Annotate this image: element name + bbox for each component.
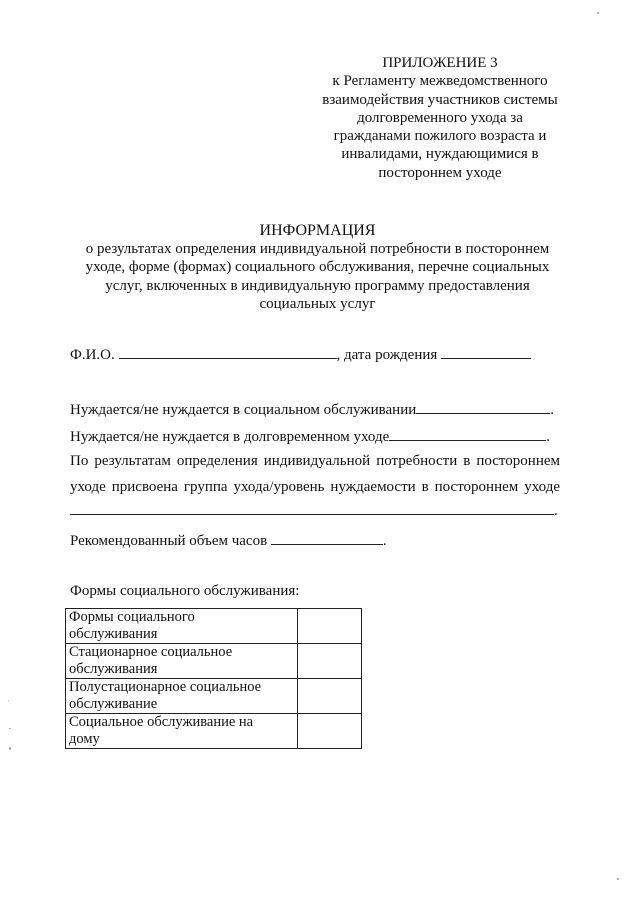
hours-label: Рекомендованный объем часов bbox=[70, 533, 268, 549]
longterm-care-need-field[interactable] bbox=[389, 427, 546, 441]
care-group-row bbox=[70, 501, 558, 520]
birth-date-field[interactable] bbox=[441, 345, 531, 359]
social-service-need-field[interactable] bbox=[416, 400, 550, 414]
annex-line: взаимодействия участников системы bbox=[322, 91, 558, 108]
fio-field[interactable] bbox=[119, 345, 337, 359]
result-text-line: По результатам определения индивидуальной потребности в постороннем bbox=[70, 453, 560, 469]
forms-heading: Формы социального обслуживания: bbox=[70, 583, 300, 599]
annex-line: постороннем уходе bbox=[378, 164, 502, 181]
annex-header bbox=[300, 54, 580, 182]
fio-label: Ф.И.О. bbox=[70, 347, 115, 363]
table-cell-form-name: Полустационарное социальное обслуживание bbox=[66, 679, 298, 714]
table-cell-form-name: Социальное обслуживание на дому bbox=[66, 714, 298, 749]
title-line: уходе, форме (формах) социального обслуживания, перечне социальных bbox=[85, 259, 550, 276]
table-cell-value[interactable] bbox=[298, 714, 362, 749]
annex-line: долговременного ухода за bbox=[357, 109, 523, 126]
period: . bbox=[382, 533, 387, 549]
annex-line: ПРИЛОЖЕНИЕ 3 bbox=[382, 55, 498, 71]
table-row bbox=[66, 714, 362, 749]
document-title bbox=[40, 222, 595, 313]
annex-line: инвалидами, нуждающимися в bbox=[341, 146, 539, 163]
title-line: о результатах определения индивидуальной потребности в постороннем bbox=[85, 241, 550, 258]
scan-speck bbox=[9, 728, 11, 729]
fio-row bbox=[70, 345, 531, 364]
social-service-need-label: Нуждается/не нуждается в социальном обслуживании bbox=[70, 402, 417, 418]
table-cell-value[interactable] bbox=[298, 679, 362, 714]
result-text-line: уходе присвоена группа ухода/уровень нуждаемости в постороннем уходе bbox=[70, 479, 560, 495]
table-row bbox=[66, 609, 362, 644]
title-line: услуг, включенных в индивидуальную программу предоставления bbox=[105, 277, 530, 294]
longterm-care-need-row bbox=[70, 427, 550, 446]
annex-line: гражданами пожилого возраста и bbox=[333, 128, 547, 145]
hours-field[interactable] bbox=[271, 531, 383, 545]
social-service-need-row bbox=[70, 400, 554, 419]
scan-speck bbox=[617, 878, 619, 880]
period: . bbox=[550, 402, 555, 418]
longterm-care-need-label: Нуждается/не нуждается в долговременном уходе bbox=[70, 429, 390, 445]
table-cell-form-name: Стационарное социальное обслуживания bbox=[66, 644, 298, 679]
period: . bbox=[554, 503, 558, 519]
birth-date-label: , дата рождения bbox=[336, 347, 438, 363]
title-line: социальных услуг bbox=[259, 295, 376, 312]
care-group-field[interactable] bbox=[70, 501, 554, 515]
annex-line: к Регламенту межведомственного bbox=[332, 73, 548, 90]
hours-row bbox=[70, 531, 387, 550]
period: . bbox=[546, 429, 550, 445]
scan-speck bbox=[597, 12, 599, 14]
scan-speck bbox=[9, 747, 11, 750]
table-cell-form-name: Формы социального обслуживания bbox=[66, 609, 298, 644]
table-row bbox=[66, 644, 362, 679]
table-cell-value[interactable] bbox=[298, 644, 362, 679]
scan-speck bbox=[8, 700, 9, 701]
page-title: ИНФОРМАЦИЯ bbox=[259, 222, 376, 239]
table-cell-value[interactable] bbox=[298, 609, 362, 644]
table-row bbox=[66, 679, 362, 714]
forms-table bbox=[65, 608, 362, 749]
